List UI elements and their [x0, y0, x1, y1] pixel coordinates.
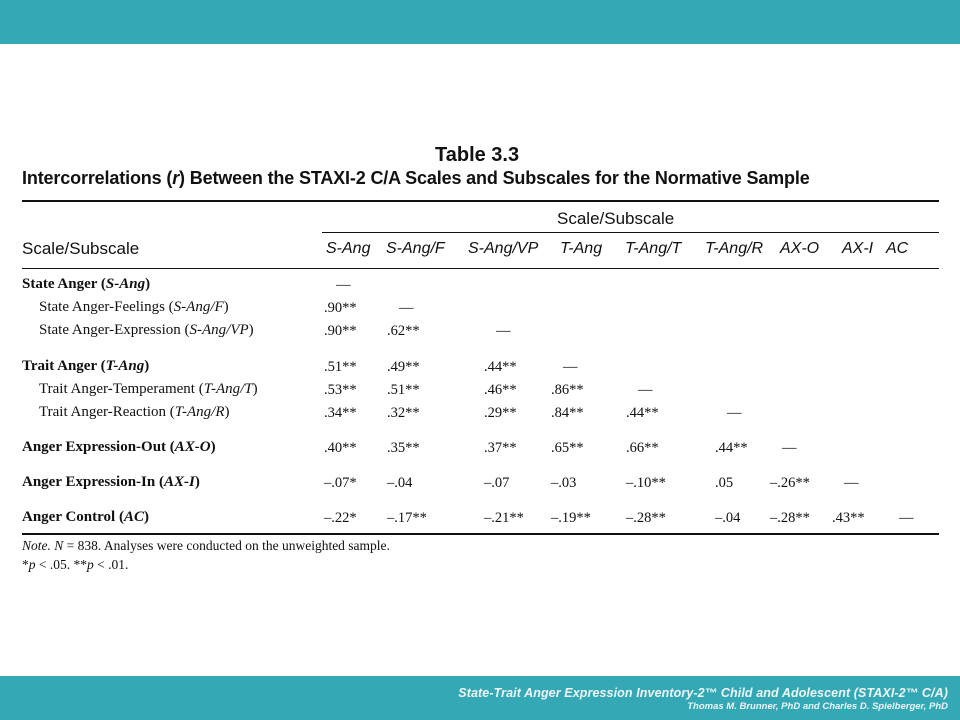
table-cell: .32**	[387, 405, 420, 421]
column-header: T-Ang/T	[625, 240, 682, 257]
table-cell: –.19**	[551, 510, 591, 526]
table-cell: .65**	[551, 440, 584, 456]
table-cell: .43**	[832, 510, 865, 526]
table-cell: –.04	[387, 475, 413, 491]
table-cell: .46**	[484, 382, 517, 398]
column-spanner-header: Scale/Subscale	[557, 209, 675, 228]
column-header: AC	[886, 240, 909, 257]
column-header: AX-I	[842, 240, 874, 257]
table-cell: –.21**	[484, 510, 524, 526]
table-number: Table 3.3	[435, 144, 520, 166]
table-cell: –.22*	[324, 510, 357, 526]
spanner-rule	[322, 232, 939, 233]
table-cell: —	[782, 440, 797, 456]
row-label: State Anger (S-Ang)	[22, 276, 151, 292]
table-cell: —	[336, 277, 351, 293]
table-cell: .62**	[387, 323, 420, 339]
row-label: State Anger-Expression (S-Ang/VP)	[39, 322, 254, 338]
table-cell: –.07	[484, 475, 510, 491]
column-header: S-Ang/F	[386, 240, 445, 257]
table-cell: .86**	[551, 382, 584, 398]
table-cell: .44**	[715, 440, 748, 456]
row-label: Trait Anger-Temperament (T-Ang/T)	[39, 381, 258, 397]
table-cell: .05	[715, 475, 734, 491]
top-accent-bar	[0, 0, 960, 44]
footer-authors: Thomas M. Brunner, PhD and Charles D. Spielberger, PhD	[687, 701, 948, 712]
table-cell: —	[899, 510, 914, 526]
table-cell: .84**	[551, 405, 584, 421]
table-cell: —	[399, 300, 414, 316]
table-cell: —	[563, 359, 578, 375]
row-label: State Anger-Feelings (S-Ang/F)	[39, 299, 229, 315]
top-rule	[22, 200, 939, 202]
bottom-rule	[22, 533, 939, 535]
table-cell: .53**	[324, 382, 357, 398]
table-cell: .90**	[324, 300, 357, 316]
table-cell: –.10**	[626, 475, 666, 491]
table-cell: –.03	[551, 475, 577, 491]
table-note: Note. N = 838. Analyses were conducted on the unweighted sample.	[22, 538, 390, 553]
column-header: S-Ang/VP	[468, 240, 539, 257]
row-label: Anger Control (AC)	[22, 509, 149, 525]
table-cell: .90**	[324, 323, 357, 339]
table-cell: —	[496, 323, 511, 339]
table-cell: .44**	[484, 359, 517, 375]
header-rule	[22, 268, 939, 269]
row-label: Anger Expression-Out (AX-O)	[22, 439, 216, 455]
table-cell: –.28**	[770, 510, 810, 526]
row-label: Trait Anger-Reaction (T-Ang/R)	[39, 404, 230, 420]
table-cell: –.07*	[324, 475, 357, 491]
table-cell: .34**	[324, 405, 357, 421]
table-cell: .40**	[324, 440, 357, 456]
row-label: Trait Anger (T-Ang)	[22, 358, 150, 374]
table-cell: —	[844, 475, 859, 491]
stub-header: Scale/Subscale	[22, 239, 140, 258]
column-header: AX-O	[780, 240, 820, 257]
table-cell: –.28**	[626, 510, 666, 526]
row-label: Anger Expression-In (AX-I)	[22, 474, 200, 490]
table-cell: .66**	[626, 440, 659, 456]
table-cell: –.26**	[770, 475, 810, 491]
table-cell: .29**	[484, 405, 517, 421]
column-header: S-Ang	[326, 240, 371, 257]
footer-title: State-Trait Anger Expression Inventory-2™ Child and Adolescent (STAXI-2™ C/A)	[458, 686, 948, 700]
table-cell: .51**	[387, 382, 420, 398]
table-cell: –.04	[715, 510, 741, 526]
table-caption: Intercorrelations (r) Between the STAXI-2 C/A Scales and Subscales for the Normative Sample	[22, 168, 810, 188]
table-cell: .35**	[387, 440, 420, 456]
significance-note: *p < .05. **p < .01.	[22, 557, 129, 572]
table-cell: –.17**	[387, 510, 427, 526]
column-header: T-Ang	[560, 240, 603, 257]
table-cell: .49**	[387, 359, 420, 375]
column-header: T-Ang/R	[705, 240, 764, 257]
table-cell: —	[638, 382, 653, 398]
table-cell: .44**	[626, 405, 659, 421]
table-cell: .37**	[484, 440, 517, 456]
table-cell: .51**	[324, 359, 357, 375]
table-cell: —	[727, 405, 742, 421]
